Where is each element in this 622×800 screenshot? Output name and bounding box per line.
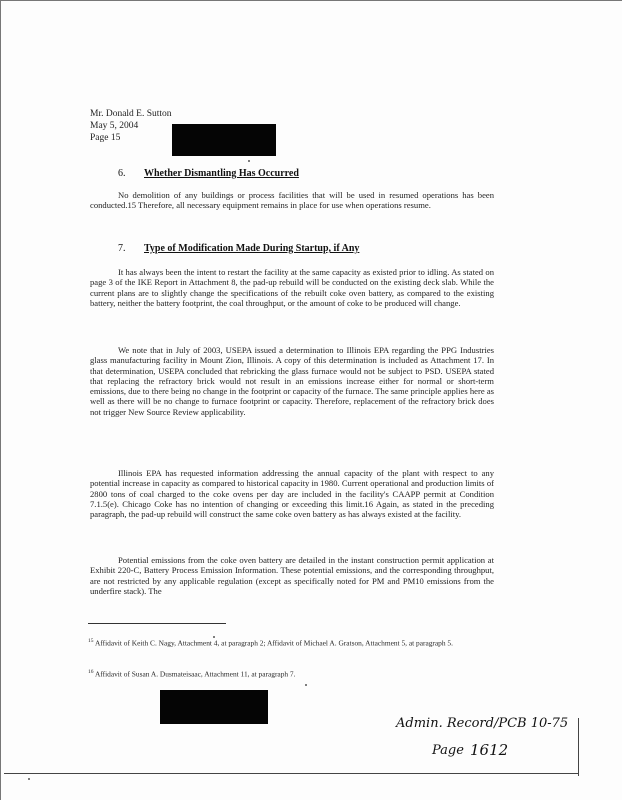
section-6-heading [118, 168, 299, 179]
redaction-block-footer [160, 690, 268, 724]
scan-speck [305, 684, 307, 686]
section-number: 6. [118, 168, 126, 179]
footnote-rule [88, 623, 226, 624]
paragraph-usepa-determination: We note that in July of 2003, USEPA issued a determination to Illinois EPA regarding the PPG Industries glass manufacturing facility in Mount Zion, Illinois. A copy of this determination is included as Attachment 17. In that determination, USEPA concluded that rebricking the glass furnace would not be subject to PSD. USEPA stated that replacing the refractory brick would not result in an emissions increase either for normal or short-term emissions, due to there being no change in the footprint or capacity of the furnace. The same principle applies here as well as there will be no change to furnace footprint or capacity. Therefore, replacement of the refractory brick does not trigger New Source Review applicability. [90, 345, 494, 417]
letter-date: May 5, 2004 [90, 121, 139, 131]
page-number: Page 15 [90, 133, 121, 143]
stamp-page-number: 1612 [470, 741, 509, 759]
paragraph-potential-emissions: Potential emissions from the coke oven battery are detailed in the instant construction permit application at Exhibit 220-C, Battery Process Emission Information. These potential emissions, and the corresponding throughput, are not restricted by any applicable regulation (except as specifically noted for PM and PM10 emissions from the underfire stack). The [90, 555, 494, 596]
scan-speck [28, 778, 30, 780]
paragraph-restart-intent: It has always been the intent to restart the facility at the same capacity as existed prior to idling. As stated on page 3 of the IKE Report in Attachment 8, the pad-up rebuild will be conducted on the existing deck slab. While the current plans are to slightly change the specifications of the rebuilt coke oven battery, as compared to the existing battery, neither the battery footprint, the coal throughput, or the amount of coke to be produced will change. [90, 267, 494, 308]
paragraph-annual-capacity: Illinois EPA has requested information addressing the annual capacity of the plant with respect to any potential increase in capacity as compared to historical capacity in 1980. Current operational and production limits of 2800 tons of coal charged to the coke ovens per day are included in the facility's CAAPP permit at Condition 7.1.5(e). Chicago Coke has no intention of changing or exceeding this limit.16 Again, as stated in the preceding paragraph, the pad-up rebuild will construct the same coke oven battery as has always existed at the facility. [90, 468, 494, 520]
paragraph-dismantling: No demolition of any buildings or process facilities that will be used in resumed operations has been conducted.15 Therefore, all necessary equipment remains in place for use when operations resume. [90, 190, 494, 211]
scan-bottom-line [4, 773, 578, 774]
redaction-block-header [172, 124, 276, 156]
footnote-text: Affidavit of Susan A. Dusmateisaac, Attachment 11, at paragraph 7. [94, 669, 296, 679]
section-7-heading [118, 243, 359, 254]
scan-edge-left [0, 0, 1, 800]
footnote-mark: 15 [88, 638, 94, 644]
footnote-16 [88, 668, 508, 678]
scan-speck [248, 160, 250, 162]
section-title: Type of Modification Made During Startup, if Any [144, 243, 360, 254]
scan-speck [213, 636, 215, 638]
admin-record-stamp: Admin. Record/PCB 10-75 [396, 716, 569, 731]
stamp-page-label: Page [432, 743, 464, 758]
section-number: 7. [118, 243, 126, 254]
recipient-name: Mr. Donald E. Sutton [90, 109, 172, 119]
section-title: Whether Dismantling Has Occurred [144, 168, 299, 179]
footnote-15 [88, 637, 508, 647]
footnote-mark: 16 [88, 669, 94, 675]
scan-right-edge-mark [578, 718, 579, 776]
footnote-text: Affidavit of Keith C. Nagy, Attachment 4, at paragraph 2; Affidavit of Michael A. Gratson, Attachment 5, at paragraph 5. [94, 638, 453, 648]
scan-edge-top [0, 0, 622, 1]
